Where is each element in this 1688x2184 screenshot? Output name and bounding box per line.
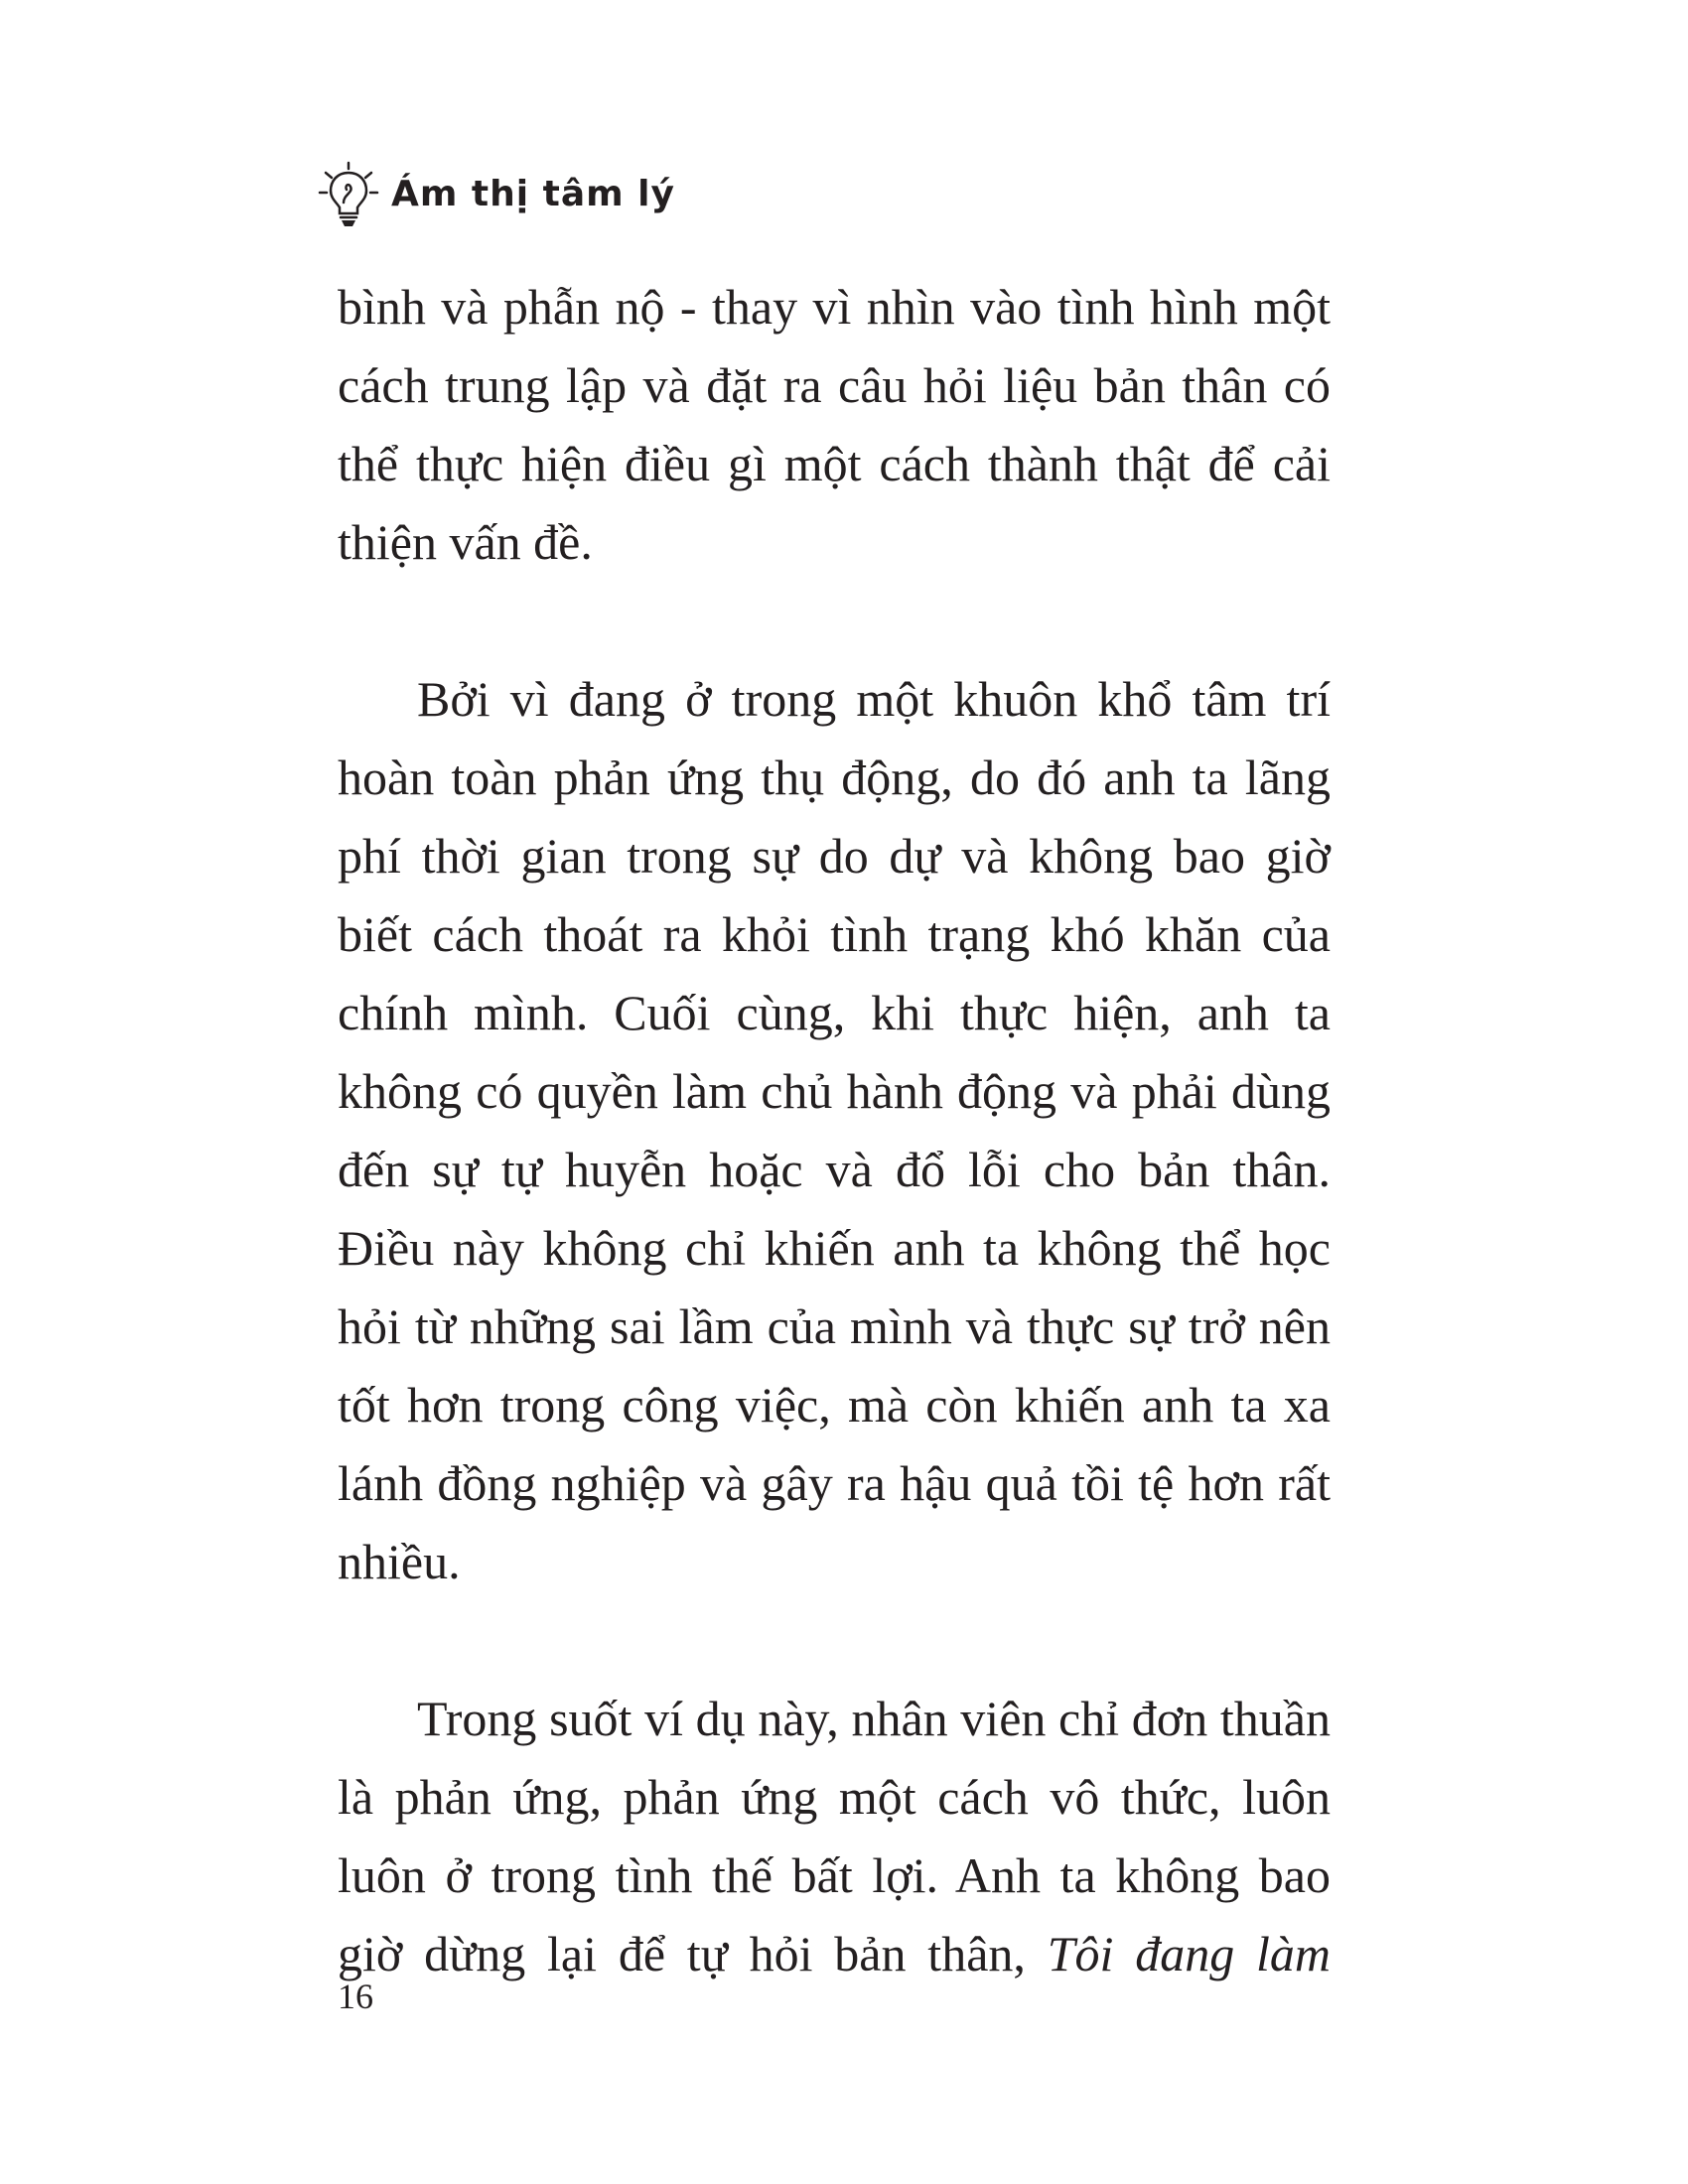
paragraph: Bởi vì đang ở trong một khuôn khổ tâm trí hoàn toàn phản ứng thụ động, do đó anh ta lãng phí thời gian trong sự do dự và không bao giờ biết cách thoát ra khỏi tình trạng khó khăn của chính mình. Cuối cùng, khi thực hiện, anh ta không có quyền làm chủ hành động và phải dùng đến sự tự huyễn hoặc và đổ lỗi cho bản thân. Điều này không chỉ khiến anh ta không thể học hỏi từ những sai lầm của mình và thực sự trở nên tốt hơn trong công việc, mà còn khiến anh ta xa lánh đồng nghiệp và gây ra hậu quả tồi tệ hơn rất nhiều.: [338, 671, 1331, 1589]
running-header: [318, 159, 675, 228]
paragraph: [338, 1680, 1331, 1993]
italic-phrase: Tôi đang làm: [1047, 1926, 1332, 1981]
page-number: 16: [338, 1977, 373, 2016]
paragraph-text: Trong suốt ví dụ này, nhân viên chỉ đơn thuần là phản ứng, phản ứng một cách vô thức, luôn luôn ở trong tình thế bất lợi. Anh ta không bao giờ dừng lại để tự hỏi bản thân,: [338, 1691, 1331, 1981]
paragraph: bình và phẫn nộ - thay vì nhìn vào tình hình một cách trung lập và đặt ra câu hỏi liệu bản thân có thể thực hiện điều gì một cách thành thật để cải thiện vấn đề.: [338, 279, 1331, 570]
lightbulb-icon: [318, 159, 379, 228]
body-text: [338, 268, 1331, 1993]
running-header-title: Ám thị tâm lý: [391, 173, 675, 214]
